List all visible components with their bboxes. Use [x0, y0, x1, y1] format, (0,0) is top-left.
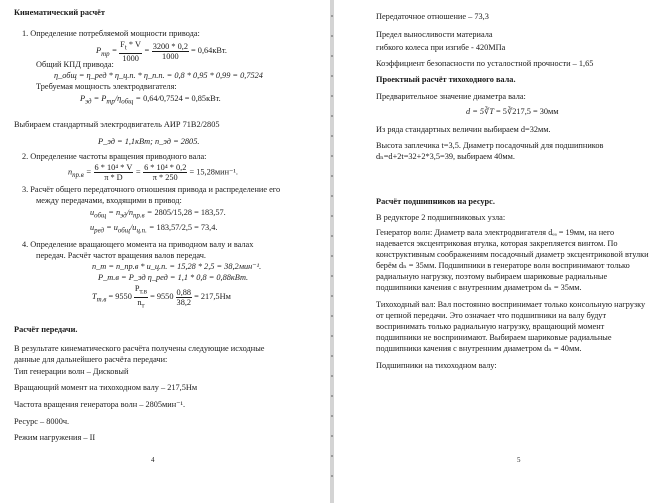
kpd-label: Общий КПД привода: [36, 60, 114, 69]
generator-para-line: Генератор волн: Диаметр вала электродвигателя dₑₐ = 19мм, на него [376, 228, 615, 237]
document-page-4 [0, 0, 330, 503]
shoulder-line2: dₙ=d+2t=32+2*3,5=39, выбираем 40мм. [376, 152, 516, 161]
formula-output-speed: n_т = n_пр.в * u_ц.п. = 15,28 * 2,5 = 38,2мин⁻¹. [92, 262, 262, 271]
item-3-line1: 3. Расчёт общего передаточного отношения привода и распределение его [22, 185, 281, 194]
results-para-line1: В результате кинематического расчёта получены следующие исходные [14, 344, 265, 353]
generator-frequency: Частота вращения генератора волн – 2805мин⁻¹. [14, 400, 186, 409]
item-1-heading: 1. Определение потребляемой мощности привода: [22, 29, 200, 38]
shoulder-line1: Высота заплечика t=3,5. Диаметр посадочный для подшипников [376, 141, 604, 150]
standard-diameter-choice: Из ряда стандартных величин выбираем d=32мм. [376, 125, 551, 134]
transmission-ratio: Передаточное отношение – 73,3 [376, 12, 489, 21]
section-title-transmission: Расчёт передачи. [14, 325, 78, 334]
slow-shaft-para-line: воспринимать только радиальную нагрузку, вращающий момент [376, 322, 605, 331]
generator-para-line: радиальную нагрузку, поэтому выбираем шариковые радиальные [376, 272, 608, 281]
power-label: Требуемая мощность электродвигателя: [36, 82, 177, 91]
slow-shaft-para-line: подшипники не воспринимают. Выбираем шариковые радиальные [376, 333, 612, 342]
section-title-bearings: Расчёт подшипников на ресурс. [376, 197, 495, 206]
motor-choice: Выбираем стандартный электродвигатель АИР 71В2/2805 [14, 120, 220, 129]
safety-factor: Коэффициент безопасности по усталостной прочности – 1,65 [376, 59, 594, 68]
formula-output-torque: $T_{т.в} = 9550$ $\frac{P_{т.в}}{n_т}$ = 9550 $\frac{0,88}{38,2}$ = 217,5Нм [92, 284, 231, 310]
slow-shaft-para-line: от цепной передачи. Это означает что подшипники на валу будут [376, 311, 607, 320]
shaft-diameter-label: Предварительное значение диаметра вала: [376, 92, 526, 101]
fatigue-limit-line1: Предел выносливости материала [376, 30, 493, 39]
fatigue-limit-line2: гибкого колеса при изгибе - 420МПа [376, 43, 506, 52]
formula-drive-speed: $n_{пр.в}$ = $\frac{\text{6 * 10⁴ * V}}{\pi * D}$ = $\frac{\text{6 * 10⁴ * 0,2}}{\pi * 250}$ = 15,28мин⁻¹. [68, 163, 238, 182]
slow-shaft-para-line: подшипники качения с внутренним диаметром dₙ = 40мм. [376, 344, 582, 353]
page-number-5: 5 [517, 456, 521, 464]
item-3-line2: между передачами, входящими в привод: [36, 196, 182, 205]
formula-output-power: P_т.в = P_эд η_ред = 1,1 * 0,8 = 0,88кВт. [98, 273, 249, 282]
slow-shaft-bearings-label: Подшипники на тихоходном валу: [376, 361, 497, 370]
document-page-5 [334, 0, 666, 503]
formula-shaft-diameter: d = 5∛T = 5∛217,5 = 30мм [466, 107, 559, 116]
formula-power-required: $P_{тр}$ = $\frac{F_t * V}{1000}$ = $\frac{3200 * 0,2}{1000}$ = 0,64кВт. [96, 40, 227, 63]
item-2-heading: 2. Определение частоты вращения приводного вала: [22, 152, 207, 161]
section-title-shaft: Проектный расчёт тихоходного вала. [376, 75, 516, 84]
generation-type: Тип генерации волн – Дисковый [14, 367, 129, 376]
formula-reducer-ratio: $u_{ред} = u_{общ}/u_{ц.п.} = 183,57/2,5 = 73,4$. [90, 223, 218, 235]
output-torque: Вращающий момент на тихоходном валу – 217,5Нм [14, 383, 198, 392]
load-mode: Режим нагружения – II [14, 433, 96, 442]
generator-para-line: надевается эксцентриковая втулка, которая закрепляется винтом. По [376, 239, 618, 248]
bearings-intro: В редукторе 2 подшипниковых узла: [376, 213, 506, 222]
formula-motor-spec: P_эд = 1,1кВт; n_эд = 2805. [98, 137, 200, 146]
formula-total-ratio: $u_{общ} = n_{эд}/n_{пр.в} = 2805/15,28 = 183,57$. [90, 208, 226, 220]
generator-para-line: подшипники качения с внутренним диаметром dₙ = 35мм. [376, 283, 582, 292]
formula-motor-power: $P_{эд} = P_{тр}/\eta_{общ} = 0,64/0,7524 = 0,85кВт$. [80, 94, 221, 106]
item-4-line2: передач. Расчёт частот вращения валов передач. [36, 251, 206, 260]
page-number-4: 4 [151, 456, 155, 464]
formula-efficiency: η_общ = η_ред * η_ц.п. * η_п.п. = 0,8 * 0,95 * 0,99 = 0,7524 [54, 71, 263, 80]
generator-para-line: берём dₙ = 35мм. Подшипники в генераторе волн воспринимают только [376, 261, 630, 270]
generator-para-line: конструктивным соображениям посадочный диаметр эксцентриковой втулки [376, 250, 649, 259]
resource-hours: Ресурс – 8000ч. [14, 417, 70, 426]
item-4-line1: 4. Определение вращающего момента на приводном валу и валах [22, 240, 254, 249]
slow-shaft-para-line: Тихоходный вал: Вал постоянно воспринимает только консольную нагрузку [376, 300, 646, 309]
results-para-line2: данные для дальнейшего расчёта передачи: [14, 355, 168, 364]
section-title-kinematic: Кинематический расчёт [14, 8, 105, 17]
